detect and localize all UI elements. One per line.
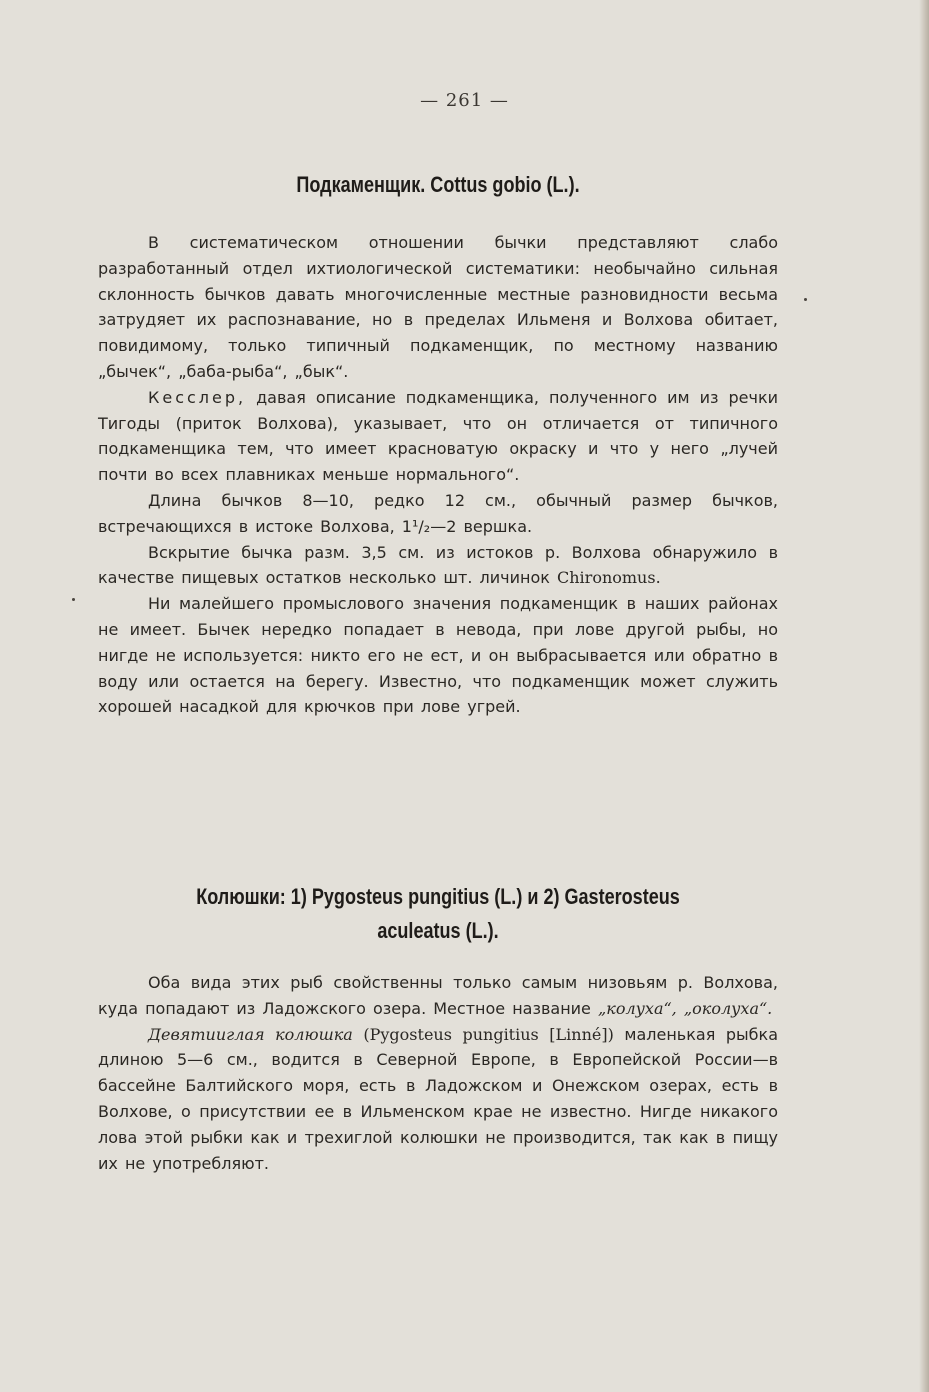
- print-speck: [72, 598, 75, 601]
- paragraph: [98, 970, 778, 1022]
- section-sticklebacks-body: [98, 970, 778, 1176]
- page-edge-shadow: [919, 0, 929, 1392]
- section-title-line: aculeatus (L.).: [377, 918, 499, 943]
- section-cottus-body: [98, 230, 778, 720]
- paragraph: [98, 540, 778, 592]
- species-name: Девятииглая колюшка: [148, 1024, 353, 1044]
- paragraph-text: давая описание подкаменщика, полученного им из речки Тигоды (приток Волхова), указывает, что он отличается от типичного подкаменщика тем, что имеет красноватую окраску и что у него „лучей почти во всех плавниках меньше нормального“.: [98, 387, 778, 485]
- latin-name: (Pygosteus pungitius [Linné]): [352, 1024, 614, 1044]
- paragraph: [98, 385, 778, 488]
- paragraph-text: Вскрытие бычка разм. 3,5 см. из истоков р. Волхова обнаружило в качестве пищевых остатков несколько шт. личинок: [98, 542, 778, 588]
- author-name: Кесслер,: [148, 387, 247, 407]
- page-number: — 261 —: [420, 90, 509, 111]
- local-names: „колуха“, „околуха“.: [597, 998, 773, 1018]
- section-title: Подкаменщик. Cottus gobio (L.).: [296, 172, 580, 197]
- section-title-line: Колюшки: 1) Pygosteus pungitius (L.) и 2) Gasterosteus: [196, 884, 680, 909]
- section-sticklebacks: [98, 880, 778, 948]
- paragraph: [98, 1022, 778, 1177]
- paragraph-text: маленькая рыбка длиною 5—6 см., водится в Северной Европе, в Европейской России—в бассейне Балтийского моря, есть в Ладожском и Онежском озерах, есть в Волхове, о присутствии ее в Ильменском крае не известно. Нигде никакого лова этой рыбки как и трехиглой колюшки не производится, так как в пищу их не употребляют.: [98, 1024, 778, 1173]
- print-speck: [804, 298, 807, 301]
- paragraph: Ни малейшего промыслового значения подкаменщик в наших районах не имеет. Бычек нередко попадает в невода, при лове другой рыбы, но нигде не используется: никто его не ест, и он выбрасывается или обратно в воду или остается на берегу. Известно, что подкаменщик может служить хорошей насадкой для крючков при лове угрей.: [98, 594, 778, 717]
- paragraph: В систематическом отношении бычки представляют слабо разработанный отдел ихтиологической систематики: необычайно сильная склонность бычков давать многочисленные местные разновидности весьма затрудяет их распознавание, но в пределах Ильменя и Волхова обитает, повидимому, только типичный подкаменщик, по местному названию „бычек“, „баба-рыба“, „бык“.: [98, 233, 778, 381]
- section-cottus: [98, 168, 778, 202]
- paragraph: Длина бычков 8—10, редко 12 см., обычный размер бычков, встречающихся в истоке Волхова, 1¹/₂—2 вершка.: [98, 490, 778, 536]
- latin-name: Chironomus.: [557, 568, 661, 588]
- paragraph-text: Оба вида этих рыб свойственны только самым низовьям р. Волхова, куда попадают из Ладожского озера. Местное название: [98, 973, 778, 1018]
